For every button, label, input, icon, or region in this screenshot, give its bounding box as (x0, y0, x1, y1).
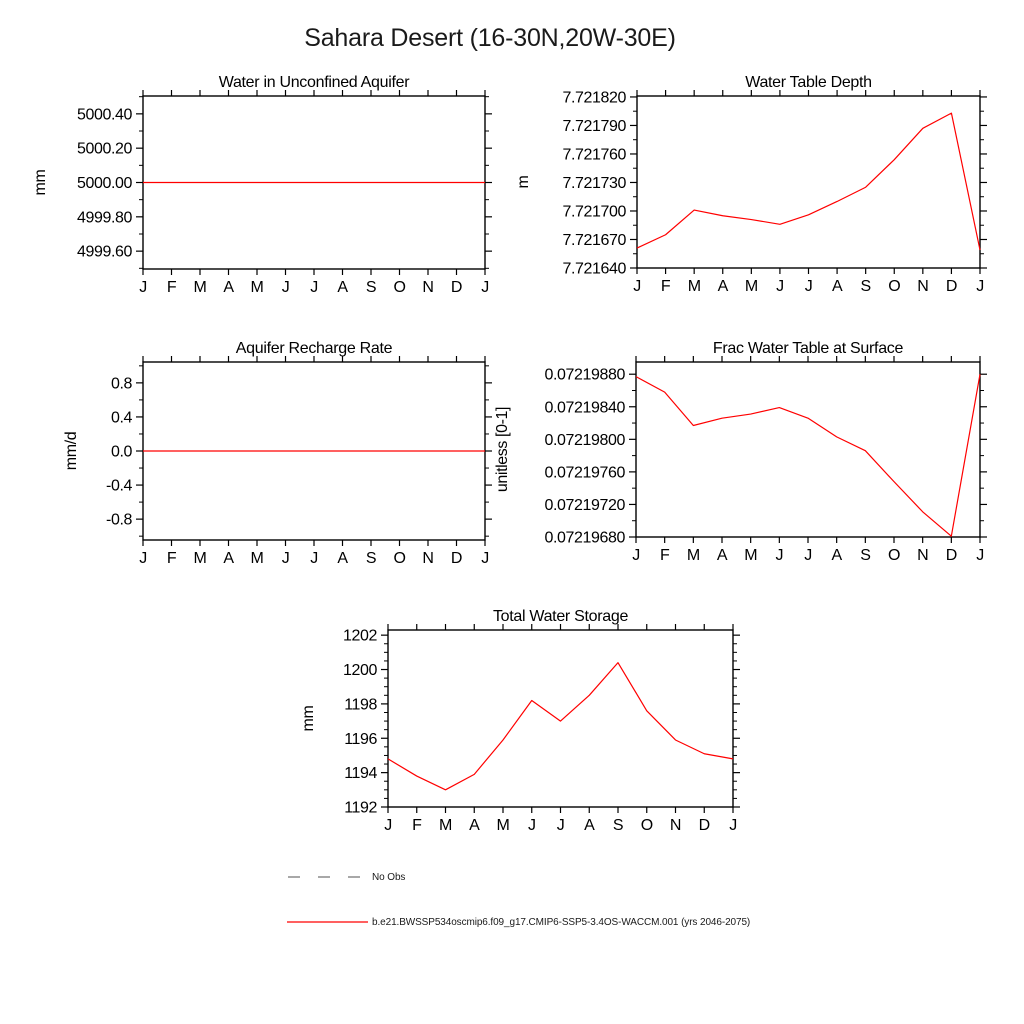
x-tick-label: J (776, 278, 784, 295)
y-axis-label: m (515, 175, 532, 189)
x-tick-label: J (804, 547, 812, 564)
y-tick-label: 0.8 (110, 375, 132, 393)
x-tick-label: J (556, 817, 565, 834)
legend-entry-no-obs (288, 871, 405, 883)
legend-no-obs-label: No Obs (372, 871, 406, 883)
x-tick-label: D (698, 817, 710, 834)
chart-svg-water-table-depth (487, 61, 1005, 318)
y-axis-label: mm (300, 705, 317, 732)
y-tick-label: 1196 (344, 730, 377, 748)
x-tick-label: A (716, 547, 728, 564)
x-tick-label: J (310, 279, 318, 296)
x-tick-label: M (250, 279, 264, 296)
x-tick-label: J (281, 279, 290, 296)
y-tick-label: 7.721700 (562, 203, 626, 221)
panel-aquifer-recharge-rate (0, 327, 510, 590)
x-tick-label: O (640, 817, 653, 834)
x-tick-label: F (660, 278, 671, 295)
y-tick-label: -0.8 (106, 511, 132, 529)
chart-svg-aquifer-recharge-rate (0, 327, 510, 590)
y-tick-label: 5000.20 (76, 140, 132, 158)
x-tick-label: M (250, 550, 264, 567)
x-tick-label: F (659, 547, 670, 564)
x-tick-label: F (166, 279, 177, 296)
y-tick-label: 0.07219680 (544, 529, 625, 547)
x-tick-label: M (193, 550, 207, 567)
x-tick-label: A (717, 278, 728, 295)
x-tick-label: A (223, 550, 234, 567)
y-tick-label: 7.721640 (562, 260, 626, 278)
x-tick-label: J (804, 278, 813, 295)
y-tick-label: 0.0 (110, 443, 132, 461)
x-tick-label: J (976, 278, 984, 295)
x-tick-label: J (976, 547, 984, 564)
series-solid-line-swatch (287, 916, 368, 928)
x-tick-label: M (687, 278, 701, 295)
x-tick-label: F (412, 817, 422, 834)
panel-title: Total Water Storage (492, 608, 629, 625)
y-tick-label: -0.4 (106, 477, 132, 495)
x-tick-label: O (393, 279, 406, 296)
x-tick-label: J (139, 550, 147, 567)
y-tick-label: 5000.00 (76, 175, 132, 192)
x-tick-label: A (584, 817, 595, 834)
panel-title: Aquifer Recharge Rate (235, 340, 393, 357)
x-tick-label: O (393, 550, 406, 567)
y-tick-label: 0.07219880 (544, 366, 625, 384)
x-tick-label: N (422, 279, 434, 296)
x-tick-label: A (831, 278, 843, 295)
y-tick-label: 0.07219840 (544, 399, 625, 417)
x-tick-label: J (281, 550, 290, 567)
y-tick-label: 1198 (344, 696, 377, 714)
x-tick-label: J (384, 817, 392, 834)
x-tick-label: M (439, 817, 452, 834)
y-tick-label: 1192 (344, 799, 377, 817)
x-tick-label: M (744, 278, 758, 295)
y-tick-label: 4999.80 (76, 209, 132, 227)
series-line (636, 374, 980, 536)
x-tick-label: J (481, 279, 489, 296)
x-tick-label: A (831, 547, 842, 564)
x-tick-label: J (633, 278, 641, 295)
panel-water-in-unconfined-aquifer (0, 61, 510, 319)
x-tick-label: J (527, 817, 536, 834)
panel-total-water-storage (238, 595, 758, 857)
x-tick-label: F (166, 550, 177, 567)
chart-svg-water-in-unconfined-aquifer (0, 61, 510, 319)
x-tick-label: J (775, 547, 784, 564)
x-tick-label: S (365, 550, 377, 567)
y-tick-label: 0.07219760 (544, 464, 625, 482)
panel-water-table-depth (487, 61, 1005, 318)
y-axis-label: unitless [0-1] (494, 406, 511, 493)
x-tick-label: S (860, 278, 871, 295)
plot-box (388, 630, 733, 807)
x-tick-label: N (917, 547, 929, 564)
y-tick-label: 7.721730 (562, 174, 626, 192)
legend-entry-series (287, 916, 750, 928)
y-tick-label: 0.07219800 (544, 431, 625, 449)
y-tick-label: 4999.60 (76, 243, 132, 261)
x-tick-label: M (193, 279, 207, 296)
x-tick-label: O (887, 547, 901, 564)
panel-title: Water in Unconfined Aquifer (218, 74, 410, 91)
x-tick-label: J (481, 550, 489, 567)
y-tick-label: 0.07219720 (544, 496, 625, 514)
x-tick-label: M (686, 547, 700, 564)
x-tick-label: J (632, 547, 640, 564)
x-tick-label: O (888, 278, 901, 295)
legend-series-label: b.e21.BWSSP534oscmip6.f09_g17.CMIP6-SSP5-3.4OS-WACCM.001 (yrs 2046-2075) (372, 916, 751, 928)
y-tick-label: 0.4 (110, 409, 132, 427)
x-tick-label: J (310, 550, 318, 567)
no-obs-dashed-line-swatch (288, 871, 364, 883)
x-tick-label: J (729, 817, 737, 834)
y-axis-label: mm/d (63, 431, 80, 471)
x-tick-label: N (422, 550, 434, 567)
panel-title: Frac Water Table at Surface (712, 340, 904, 357)
x-tick-label: D (945, 278, 957, 295)
x-tick-label: S (860, 547, 871, 564)
x-tick-label: D (945, 547, 957, 564)
y-tick-label: 7.721820 (562, 89, 626, 107)
y-tick-label: 7.721670 (562, 231, 626, 249)
x-tick-label: A (469, 817, 480, 834)
plot-box (637, 96, 980, 268)
series-line (637, 113, 980, 250)
y-tick-label: 1194 (344, 765, 377, 783)
panel-title: Water Table Depth (745, 74, 872, 91)
y-tick-label: 1200 (343, 662, 377, 680)
x-tick-label: A (223, 279, 234, 296)
chart-svg-frac-water-table-at-surface (486, 327, 1005, 587)
x-tick-label: J (139, 279, 147, 296)
series-line (388, 663, 733, 790)
x-tick-label: A (337, 550, 348, 567)
x-tick-label: D (450, 279, 463, 296)
x-tick-label: N (669, 817, 682, 834)
x-tick-label: N (917, 278, 929, 295)
y-tick-label: 1202 (343, 627, 377, 645)
chart-svg-total-water-storage (238, 595, 758, 857)
y-tick-label: 7.721760 (562, 146, 626, 164)
x-tick-label: D (450, 550, 463, 567)
panel-frac-water-table-at-surface (486, 327, 1005, 587)
plot-box (636, 362, 980, 537)
y-tick-label: 7.721790 (562, 117, 626, 135)
x-tick-label: S (612, 817, 624, 834)
y-tick-label: 5000.40 (76, 106, 132, 124)
page-title: Sahara Desert (16-30N,20W-30E) (304, 24, 676, 52)
y-axis-label: mm (32, 169, 49, 196)
x-tick-label: M (744, 547, 758, 564)
x-tick-label: S (365, 279, 377, 296)
x-tick-label: M (496, 817, 510, 834)
x-tick-label: A (337, 279, 348, 296)
